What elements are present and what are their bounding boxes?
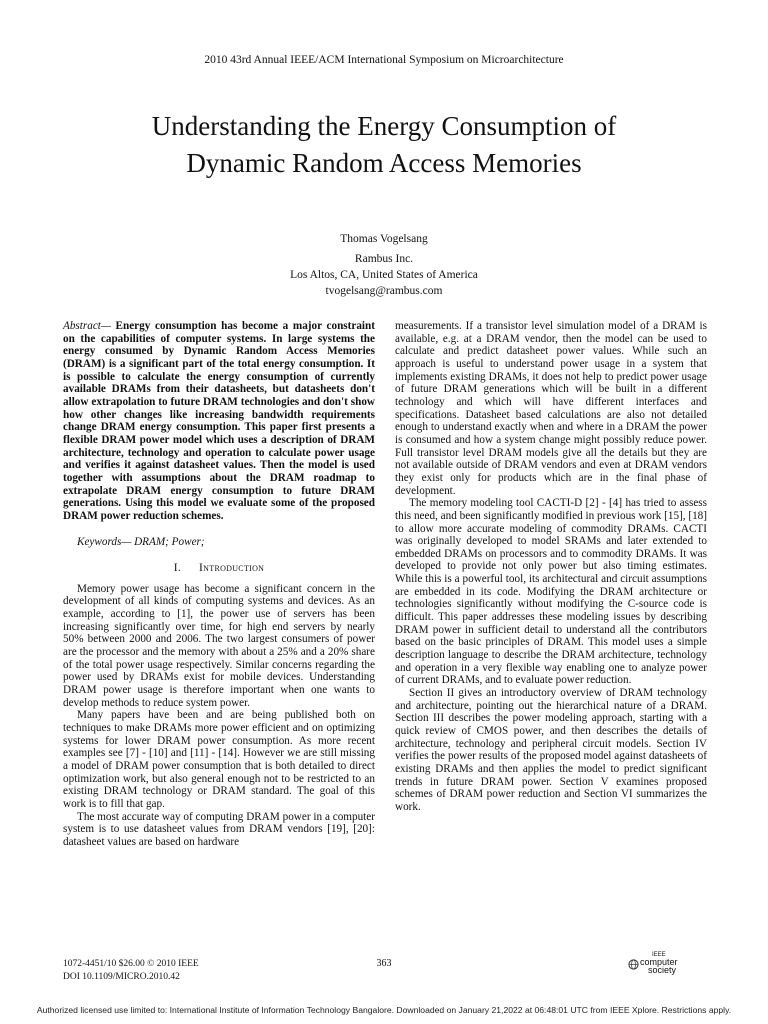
conference-header: 2010 43rd Annual IEEE/ACM International Symposium on Microarchitecture bbox=[204, 54, 564, 66]
section-heading-introduction bbox=[63, 562, 375, 575]
logo-society: society bbox=[648, 965, 677, 975]
paragraph: The most accurate way of computing DRAM power in a computer system is to use datasheet values from DRAM vendors [19], [20]: datasheet values are based on hardware bbox=[63, 810, 375, 848]
author-location: Los Altos, CA, United States of America bbox=[290, 269, 478, 281]
section-title: Introduction bbox=[199, 562, 265, 575]
logo-ieee: IEEE bbox=[652, 952, 666, 958]
author-affiliation: Rambus Inc. bbox=[354, 253, 414, 265]
author-email[interactable]: tvogelsang@rambus.com bbox=[325, 285, 443, 297]
author-block bbox=[0, 231, 768, 299]
keywords-text: DRAM; Power; bbox=[131, 535, 205, 548]
title-line-1: Understanding the Energy Consumption of bbox=[151, 111, 617, 141]
logo-computer: computer bbox=[640, 957, 678, 967]
paper-title bbox=[60, 108, 708, 182]
paragraph: Many papers have been and are being published both on techniques to make DRAMs more power efficient and on optimizing systems for lower DRAM power consumption. As more recent examples see [7] - [10] and [11] - [14]. However we are still missing a model of DRAM power consumption that is both detailed to direct optimization work, but also general enough not to be restricted to an existing DRAM technology or DRAM standard. The goal of this work is to fill that gap. bbox=[63, 709, 375, 810]
abstract-text: Energy consumption has become a major constraint on the capabilities of computer systems. In large systems the energy consumed by Dynamic Random Access Memories (DRAM) is a significant part of the total energy consumption. It is possible to calculate the energy consumption of currently available DRAMs from their datasheets, but datasheets don't allow extrapolation to future DRAM technologies and don't show how other changes like increasing bandwidth requirements change DRAM energy consumption. This paper first presents a flexible DRAM power model which uses a description of DRAM architecture, technology and operation to calculate power usage and verifies it against datasheet values. Then the model is used together with assumptions about the DRAM roadmap to extrapolate DRAM energy consumption to future DRAM generations. Using this model we evaluate some of the proposed DRAM power reduction schemes. bbox=[63, 320, 375, 522]
title-line-2: Dynamic Random Access Memories bbox=[186, 148, 582, 178]
author-name: Thomas Vogelsang bbox=[340, 233, 428, 245]
paragraph: measurements. If a transistor level simulation model of a DRAM is available, e.g. at a DRAM vendor, then the model can be used to calculate and predict datasheet power values. While such an approach is useful to understand power usage in a system that implements existing DRAMs, it does not help to predict power usage of future DRAM generations which will be built in a different technology and which will have different interfaces and specifications. Datasheet based calculations are also not detailed enough to understand exactly when and where in a DRAM the power is consumed and how a system change might possibly reduce power. Full transistor level DRAM models give all the details but they are not available outside of DRAM vendors and even at DRAM vendors they exist only for products which are in the final phase of development. bbox=[395, 320, 707, 497]
keywords-label: Keywords— bbox=[77, 535, 132, 548]
paragraph: Memory power usage has become a significant concern in the development of all kinds of computing systems and devices. As an example, according to [1], the power use of servers has been increasing significantly over time, for high end servers by nearly 50% between 2000 and 2006. The two largest consumers of power are the processor and the memory with about a 25% and a 20% share of the total power usage respectively. Similar concerns regarding the power used by DRAMs exist for mobile devices. Understanding DRAM power usage is therefore important when one wants to develop methods to reduce system power. bbox=[63, 582, 375, 709]
section-number: I. bbox=[173, 562, 182, 575]
globe-icon bbox=[628, 959, 639, 970]
keywords bbox=[63, 536, 375, 549]
paragraph: The memory modeling tool CACTI-D [2] - [4] has tried to assess this need, and been significantly modified in previous work [15], [18] to allow more accurate modeling of commodity DRAMs. CACTI was originally developed to model SRAMs and later extended to embedded DRAMs on processors and to commodity DRAMs. It was developed to provide not only power but also timing estimates. While this is a powerful tool, its architectural and circuit assumptions are embedded in its code. Modifying the DRAM architecture or technologies significantly without modifying the C-source code is difficult. This paper addresses these modeling issues by describing DRAM power in sufficient detail to understand all the contributors based on the basic principles of DRAM. This model uses a simple description language to describe the DRAM architecture, technology and operation in a very flexible way enabling one to analyze power of current DRAMs, and to evaluate power reduction. bbox=[395, 497, 707, 687]
authorization-notice: Authorized licensed use limited to: International Institute of Information Technology Bangalore. Downloaded on January 21,2022 at 06:48:01 UTC from IEEE Xplore. Restrictions apply. bbox=[36, 1005, 732, 1015]
paragraph: Section II gives an introductory overview of DRAM technology and architecture, pointing out the hierarchical nature of a DRAM. Section III describes the power modeling approach, starting with a quick review of CMOS power, and then describes the details of architecture, technology and peripheral circuit models. Section IV verifies the power results of the proposed model against datasheets of existing DRAMs and then applies the model to predict significant trends in future DRAM power. Section V examines proposed schemes of DRAM power reduction and Section VI summarizes the work. bbox=[395, 687, 707, 813]
ieee-computer-society-logo bbox=[628, 952, 708, 980]
page-number: 363 bbox=[376, 958, 392, 969]
left-column bbox=[63, 320, 375, 849]
abstract-label: Abstract— bbox=[63, 320, 111, 332]
right-column bbox=[395, 320, 707, 814]
footer-issn: 1072-4451/10 $26.00 © 2010 IEEE bbox=[63, 959, 199, 969]
footer-doi: DOI 10.1109/MICRO.2010.42 bbox=[63, 972, 180, 982]
abstract bbox=[63, 320, 375, 523]
